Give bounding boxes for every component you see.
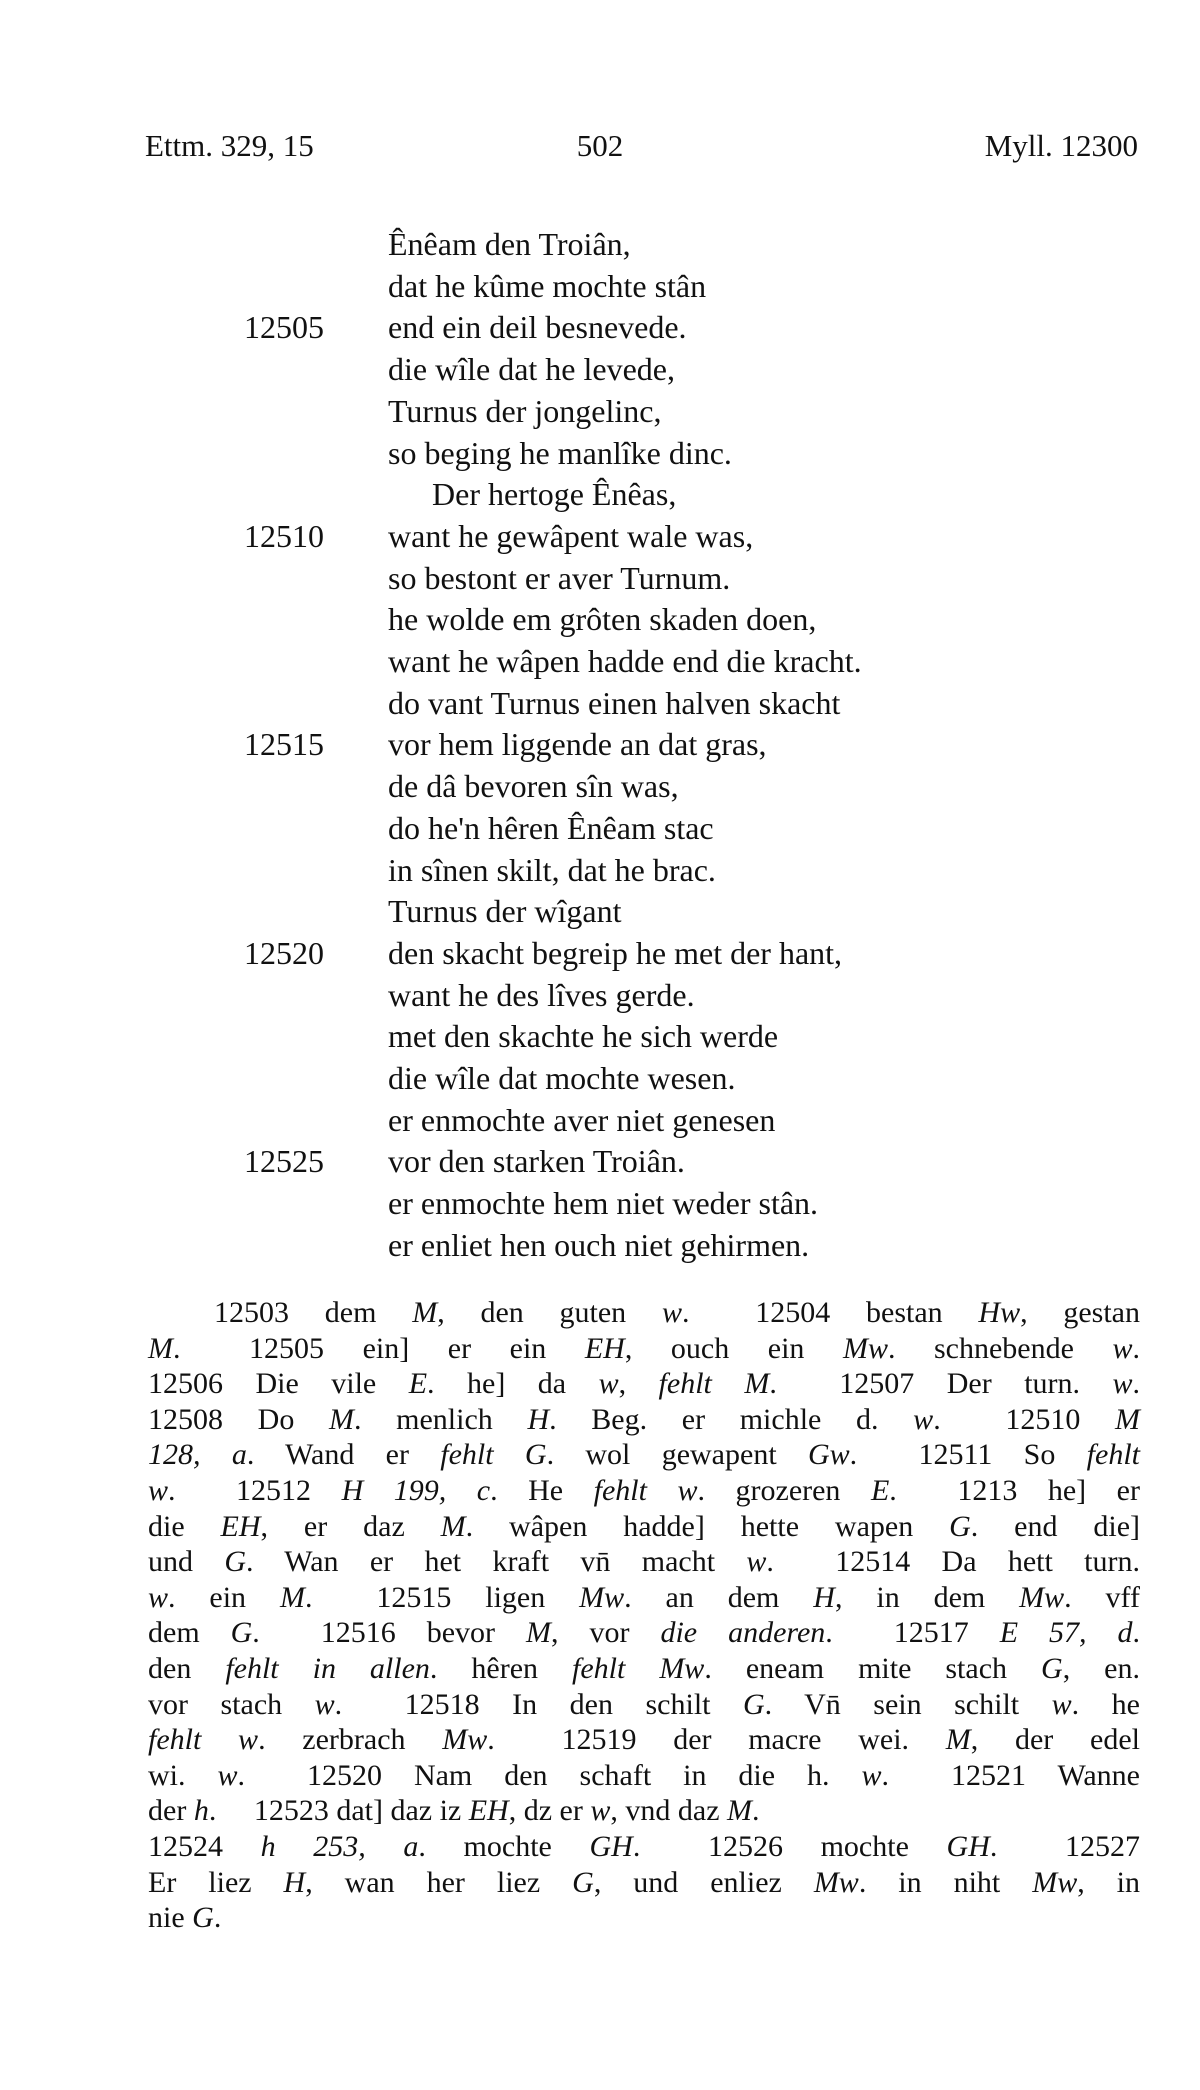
siglum: M xyxy=(279,1580,305,1614)
apparatus-text: . ein xyxy=(168,1580,280,1614)
siglum: M xyxy=(328,1402,354,1436)
apparatus-text: . 12521 Wanne xyxy=(881,1758,1140,1792)
apparatus-line xyxy=(148,1367,1140,1403)
verse-line xyxy=(0,226,1200,269)
apparatus-text: , er daz xyxy=(260,1509,441,1543)
siglum: fehlt w xyxy=(148,1723,259,1757)
siglum: H xyxy=(813,1580,835,1614)
apparatus-line xyxy=(148,1545,1140,1581)
verse-text-line: Der hertoge Ênêas, xyxy=(432,476,677,513)
apparatus-text: . 12520 Nam den schaft in die h. xyxy=(237,1758,862,1792)
siglum: Mw xyxy=(1032,1865,1078,1899)
apparatus-line xyxy=(148,1830,1140,1866)
verse-line xyxy=(0,518,1200,561)
apparatus-text: . in niht xyxy=(858,1865,1033,1899)
apparatus-line xyxy=(148,1759,1140,1795)
siglum: M xyxy=(1115,1402,1140,1436)
apparatus-text: der xyxy=(148,1794,194,1828)
siglum: w xyxy=(148,1474,169,1507)
apparatus-text: . He xyxy=(490,1474,594,1507)
apparatus-text: . xyxy=(1132,1616,1141,1650)
line-number: 12520 xyxy=(244,934,324,971)
verse-line xyxy=(0,560,1200,603)
verse-text-line: so bestont er aver Turnum. xyxy=(388,559,731,596)
verse-text-line: do he'n hêren Ênêam stac xyxy=(388,809,714,846)
apparatus-text: Er liez xyxy=(148,1865,284,1899)
apparatus-text: . Vn̄ sein schilt xyxy=(764,1687,1052,1721)
apparatus-text: , wan her liez xyxy=(305,1865,573,1899)
siglum: Mw xyxy=(842,1331,888,1365)
apparatus-text: . grozeren xyxy=(697,1474,871,1507)
apparatus-line xyxy=(148,1688,1140,1724)
siglum: die anderen xyxy=(660,1616,826,1650)
apparatus-line xyxy=(148,1652,1140,1688)
verse-line xyxy=(0,268,1200,311)
verse-text-line: die wîle dat he levede, xyxy=(388,351,675,388)
verse-text-line: so beging he manlîke dinc. xyxy=(388,434,732,471)
apparatus-text: 12508 Do xyxy=(148,1402,329,1436)
siglum: E xyxy=(408,1367,428,1401)
apparatus-line xyxy=(148,1403,1140,1439)
running-head-right: Myll. 12300 xyxy=(984,128,1138,163)
apparatus-text: , en. xyxy=(1062,1652,1140,1685)
apparatus-text: vor stach xyxy=(148,1687,315,1721)
verse-text-line: Turnus der wîgant xyxy=(388,893,622,930)
verse-text-line: den skacht begreip he met der hant, xyxy=(388,934,843,971)
verse-line xyxy=(0,977,1200,1020)
verse-line xyxy=(0,726,1200,769)
siglum: fehlt M xyxy=(658,1367,770,1401)
apparatus-text: . 12504 bestan xyxy=(681,1296,979,1329)
apparatus-text: 12506 Die vile xyxy=(148,1367,409,1401)
apparatus-text: . Wand er xyxy=(246,1438,441,1472)
siglum: w xyxy=(217,1758,238,1792)
siglum: Mw xyxy=(1019,1580,1065,1614)
line-number: 12515 xyxy=(244,726,324,763)
apparatus-text: den xyxy=(148,1652,226,1685)
verse-text-line: want he des lîves gerde. xyxy=(388,976,695,1013)
apparatus-text: . wol gewapent xyxy=(546,1438,808,1472)
verse-line xyxy=(0,1018,1200,1061)
apparatus-text: . xyxy=(1132,1367,1141,1401)
siglum: 128, a xyxy=(148,1438,247,1472)
verse-line xyxy=(0,893,1200,936)
siglum: Mw xyxy=(442,1723,488,1757)
siglum: M xyxy=(412,1296,438,1329)
apparatus-text: . mochte xyxy=(418,1830,590,1863)
siglum: H 199, c xyxy=(341,1474,491,1507)
verse-line xyxy=(0,1060,1200,1103)
apparatus-text: , in xyxy=(1077,1865,1140,1899)
siglum: E xyxy=(870,1474,890,1507)
siglum: h xyxy=(193,1794,209,1828)
siglum: w xyxy=(1112,1331,1133,1365)
verse-text-line: Ênêam den Troiân, xyxy=(388,226,631,262)
verse-line xyxy=(0,393,1200,436)
verse-text-line: er enliet hen ouch niet gehirmen. xyxy=(388,1226,810,1263)
siglum: H xyxy=(283,1865,306,1899)
apparatus-text: . xyxy=(1132,1331,1140,1365)
verse-text-line: met den skachte he sich werde xyxy=(388,1018,779,1055)
siglum: w xyxy=(1051,1687,1072,1721)
verse-line xyxy=(0,351,1200,394)
verse-line xyxy=(0,685,1200,728)
apparatus-text: . 12505 ein] er ein xyxy=(173,1331,585,1365)
apparatus-text: . hêren xyxy=(429,1652,573,1685)
siglum: G xyxy=(230,1616,253,1650)
siglum: H xyxy=(527,1402,550,1436)
verse-text-line: end ein deil besnevede. xyxy=(388,309,687,346)
apparatus-text: . 12526 mochte xyxy=(632,1830,947,1863)
siglum: M xyxy=(526,1616,552,1650)
verse-line xyxy=(0,476,1200,519)
apparatus-text: . 12527 xyxy=(989,1830,1141,1863)
siglum: fehlt w xyxy=(593,1474,698,1507)
apparatus-text: . 12512 xyxy=(168,1474,342,1507)
siglum: M xyxy=(440,1509,466,1543)
siglum: G xyxy=(224,1545,246,1579)
line-number: 12510 xyxy=(244,517,324,554)
verse-text-line: in sînen skilt, dat he brac. xyxy=(388,851,716,888)
siglum: Mw xyxy=(579,1580,625,1614)
apparatus-text: , und enliez xyxy=(593,1865,814,1899)
verse-line xyxy=(0,309,1200,352)
apparatus-text: . he] da xyxy=(427,1367,599,1401)
apparatus-text: . zerbrach xyxy=(258,1723,443,1757)
apparatus-text: die xyxy=(148,1509,221,1543)
verse-line xyxy=(0,810,1200,853)
siglum: G xyxy=(743,1687,765,1721)
siglum: M xyxy=(727,1794,753,1828)
verse-text-line: he wolde em grôten skaden doen, xyxy=(388,601,817,638)
siglum: w xyxy=(314,1687,335,1721)
siglum: G xyxy=(192,1901,214,1935)
apparatus-line xyxy=(148,1474,1140,1510)
siglum: EH xyxy=(220,1509,261,1543)
siglum: fehlt in allen xyxy=(225,1652,430,1685)
verse-text-line: do vant Turnus einen halven skacht xyxy=(388,684,841,721)
apparatus-line xyxy=(148,1510,1140,1546)
verse-line xyxy=(0,1102,1200,1145)
verse-text-line: er enmochte aver niet genesen xyxy=(388,1101,776,1138)
verse-line xyxy=(0,1143,1200,1186)
siglum: w xyxy=(913,1402,934,1436)
siglum: M xyxy=(148,1331,173,1365)
apparatus-text: . menlich xyxy=(353,1402,528,1436)
apparatus-text: , der edel xyxy=(970,1723,1140,1757)
apparatus-text: . wâpen hadde] hette wapen xyxy=(465,1509,950,1543)
siglum: w xyxy=(590,1794,611,1828)
siglum: Gw xyxy=(807,1438,850,1472)
apparatus-text: . 12516 bevor xyxy=(252,1616,527,1650)
apparatus-line xyxy=(148,1866,1140,1902)
apparatus-text: . 1213 he] er xyxy=(889,1474,1140,1507)
apparatus-line xyxy=(148,1723,1140,1759)
verse-line xyxy=(0,601,1200,644)
apparatus-text: . eneam mite stach xyxy=(704,1652,1042,1685)
siglum: G xyxy=(949,1509,971,1543)
siglum: EH xyxy=(468,1794,509,1828)
line-number: 12505 xyxy=(244,309,324,346)
siglum: Hw xyxy=(978,1296,1021,1329)
apparatus-text: . vff xyxy=(1064,1580,1140,1614)
line-number: 12525 xyxy=(244,1143,324,1180)
verse-text-line: vor hem liggende an dat gras, xyxy=(388,726,767,763)
verse-text-line: want he gewâpent wale was, xyxy=(388,517,754,554)
verse-text-line: de dâ bevoren sîn was, xyxy=(388,768,679,805)
apparatus-text: . an dem xyxy=(624,1580,814,1614)
apparatus-text: , vor xyxy=(551,1616,661,1650)
apparatus-text: . Wan er het kraft vn̄ macht xyxy=(246,1545,747,1579)
siglum: w xyxy=(598,1367,619,1401)
siglum: EH xyxy=(584,1331,625,1365)
apparatus-text: . 12514 Da hett turn. xyxy=(766,1545,1140,1579)
siglum: fehlt Mw xyxy=(572,1652,705,1685)
siglum: w xyxy=(661,1296,682,1329)
verse-text-line: vor den starken Troiân. xyxy=(388,1143,685,1180)
apparatus-text: . 12507 Der turn. xyxy=(769,1367,1113,1401)
verse-line xyxy=(0,1185,1200,1228)
apparatus-text: dem xyxy=(148,1616,231,1650)
apparatus-text: . end die] xyxy=(970,1509,1141,1543)
apparatus-text: , in dem xyxy=(834,1580,1020,1614)
verse-text-line: er enmochte hem niet weder stân. xyxy=(388,1185,819,1222)
siglum: w xyxy=(746,1545,767,1579)
verse-line xyxy=(0,852,1200,895)
apparatus-text: 12524 xyxy=(148,1830,261,1863)
apparatus-text: . 12510 xyxy=(933,1402,1115,1436)
verse-line xyxy=(0,643,1200,686)
apparatus-line xyxy=(148,1581,1140,1617)
siglum: G xyxy=(572,1865,594,1899)
apparatus-text: , ouch ein xyxy=(624,1331,843,1365)
siglum: GH xyxy=(589,1830,633,1863)
apparatus-line xyxy=(148,1794,1140,1830)
siglum: Mw xyxy=(813,1865,859,1899)
apparatus-text: wi. xyxy=(148,1758,218,1792)
running-head-left: Ettm. 329, 15 xyxy=(145,128,314,163)
apparatus-text: . 12517 xyxy=(825,1616,1000,1650)
siglum: fehlt G xyxy=(440,1438,547,1472)
apparatus-line xyxy=(148,1901,1140,1937)
siglum: fehlt xyxy=(1086,1438,1140,1472)
verse-line xyxy=(0,1227,1200,1270)
apparatus-text: nie xyxy=(148,1901,193,1935)
siglum: h 253, a xyxy=(260,1830,419,1863)
verse-text-line: die wîle dat mochte wesen. xyxy=(388,1060,736,1096)
apparatus-text: . he xyxy=(1071,1687,1140,1721)
apparatus-text: , vnd daz xyxy=(610,1794,728,1828)
verse-line xyxy=(0,768,1200,811)
siglum: w xyxy=(861,1758,882,1792)
apparatus-line xyxy=(148,1438,1140,1474)
apparatus-text: , den guten xyxy=(437,1296,662,1329)
apparatus-text: . 12515 ligen xyxy=(304,1580,580,1614)
verse-text-line: want he wâpen hadde end die kracht. xyxy=(388,643,862,679)
siglum: M xyxy=(945,1723,971,1757)
verse-text-line: Turnus der jongelinc, xyxy=(388,392,662,429)
siglum: G xyxy=(1041,1652,1063,1685)
apparatus-text: und xyxy=(148,1545,225,1579)
siglum: GH xyxy=(946,1830,990,1863)
apparatus-text: . 12518 In den schilt xyxy=(334,1687,743,1721)
apparatus-text: . xyxy=(213,1901,222,1935)
apparatus-line xyxy=(148,1332,1140,1368)
page-number: 502 xyxy=(576,128,624,163)
apparatus-text: , dz er xyxy=(508,1794,591,1828)
apparatus-text: . schnebende xyxy=(887,1331,1113,1365)
siglum: w xyxy=(148,1580,169,1614)
siglum: w xyxy=(1112,1367,1133,1401)
verse-text-line: dat he kûme mochte stân xyxy=(388,267,707,304)
apparatus-text: , xyxy=(618,1367,659,1401)
apparatus-text: . 12523 dat] daz iz xyxy=(208,1794,469,1828)
apparatus-line xyxy=(148,1296,1140,1332)
apparatus-text: 12503 dem xyxy=(214,1296,413,1329)
verse-line xyxy=(0,935,1200,978)
apparatus-text: . xyxy=(752,1794,760,1828)
apparatus-text: , gestan xyxy=(1020,1296,1140,1329)
verse-line xyxy=(0,435,1200,478)
apparatus-text: . 12511 So xyxy=(849,1438,1087,1472)
siglum: E 57, d xyxy=(999,1616,1133,1650)
apparatus-text: . 12519 der macre wei. xyxy=(487,1723,946,1757)
apparatus-text: . Beg. er michle d. xyxy=(549,1402,914,1436)
apparatus-line xyxy=(148,1616,1140,1652)
